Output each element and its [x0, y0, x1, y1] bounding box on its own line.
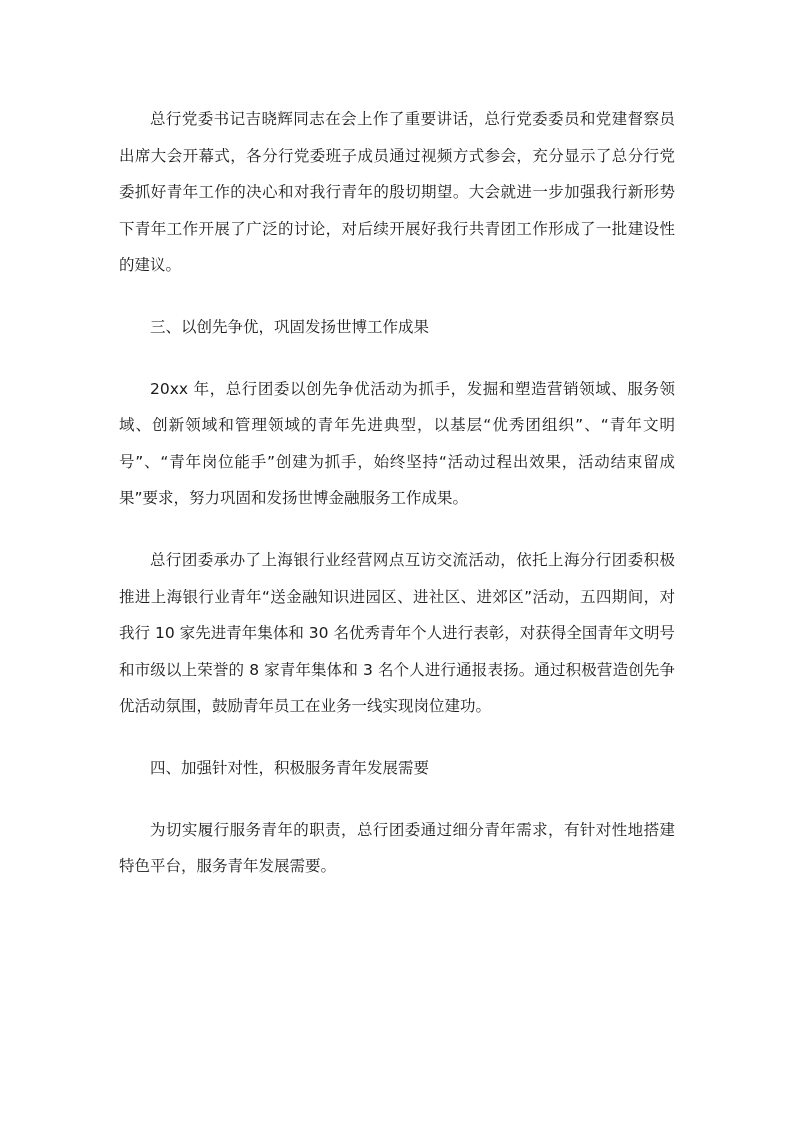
- document-body: [119, 101, 675, 910]
- paragraph-youth-service: 为切实履行服务青年的职责，总行团委通过细分青年需求，有针对性地搭建特色平台，服务青年发展需要。: [119, 820, 675, 876]
- paragraph-excellence-campaign: 20xx 年，总行团委以创先争优活动为抓手，发掘和塑造营销领域、服务领域、创新领域和管理领域的青年先进典型，以基层“优秀团组织”、“青年文明号”、“青年岗位能手”创建为抓手，始终坚持“活动过程出效果，活动结束留成果”要求，努力巩固和发扬世博金融服务工作成果。: [119, 379, 675, 508]
- section-heading-four: 四、加强针对性，积极服务青年发展需要: [150, 758, 430, 777]
- section-heading-three: 三、以创先争优，巩固发扬世博工作成果: [150, 317, 430, 336]
- paragraph-exchange-activities: 总行团委承办了上海银行业经营网点互访交流活动，依托上海分行团委积极推进上海银行业青年“送金融知识进园区、进社区、进郊区”活动，五四期间，对我行 10 家先进青年集体和 30 名优秀青年个人进行表彰，对获得全国青年文明号和市级以上荣誉的 8 家青年集体和 3 名个人进行通报表扬。通过积极营造创先争优活动氛围，鼓励青年员工在业务一线实现岗位建功。: [119, 550, 675, 716]
- paragraph-speech-summary: 总行党委书记吉晓辉同志在会上作了重要讲话，总行党委委员和党建督察员出席大会开幕式，各分行党委班子成员通过视频方式参会，充分显示了总分行党委抓好青年工作的决心和对我行青年的殷切期望。大会就进一步加强我行新形势下青年工作开展了广泛的讨论，对后续开展好我行共青团工作形成了一批建设性的建议。: [119, 110, 675, 275]
